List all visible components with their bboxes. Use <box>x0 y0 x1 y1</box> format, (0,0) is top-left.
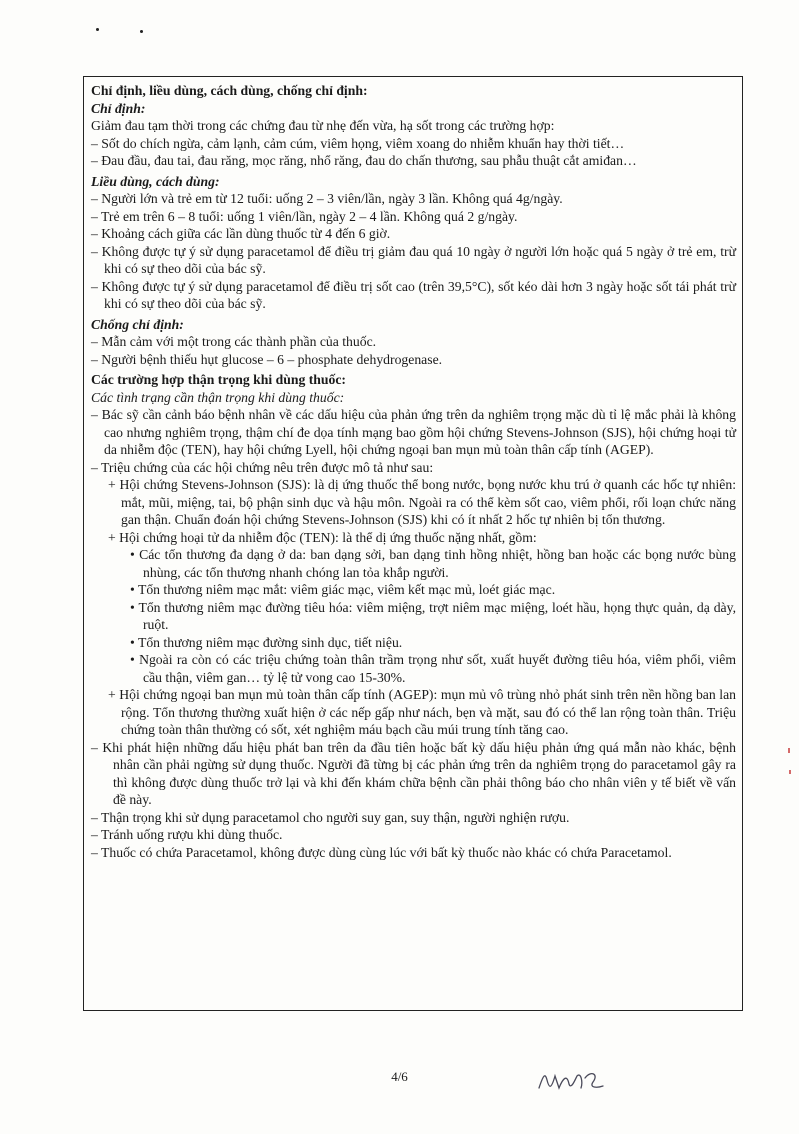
page-number: 4/6 <box>391 1069 408 1084</box>
dosage-item: – Trẻ em trên 6 – 8 tuổi: uống 1 viên/lần, ngày 2 – 4 lần. Không quá 2 g/ngày. <box>91 208 518 224</box>
ten-item: • Tổn thương niêm mạc đường tiêu hóa: viêm miệng, trợt niêm mạc miệng, loét hầu, họng thực quản, dạ dày, ruột. <box>130 599 736 632</box>
sjs-description: + Hội chứng Stevens-Johnson (SJS): là dị ứng thuốc thể bong nước, bọng nước khu trú ở quanh các hốc tự nhiên: mắt, mũi, miệng, tai, bộ phận sinh dục và hậu môn. Ngoài ra có thể kèm sốt cao, viêm phổi, rối loạn chức năng gan thận. Chuẩn đoán hội chứng Stevens-Johnson (SJS) khi có ít nhất 2 hốc tự nhiên bị tổn thương. <box>108 477 736 527</box>
precaution-item: – Tránh uống rượu khi dùng thuốc. <box>91 827 283 842</box>
indications-intro: Giảm đau tạm thời trong các chứng đau từ nhẹ đến vừa, hạ sốt trong các trường hợp: <box>91 118 555 133</box>
dosage-item: – Không được tự ý sử dụng paracetamol để điều trị giảm đau quá 10 ngày ở người lớn hoặc quá 5 ngày ở trẻ em, trừ khi có sự theo dõi của bác sỹ. <box>91 243 736 276</box>
precaution-warning: – Bác sỹ cần cảnh báo bệnh nhân về các dấu hiệu của phản ứng trên da nghiêm trọng mặc dù tỉ lệ mắc phải là không cao nhưng nghiêm trọng, thậm chí đe dọa tính mạng bao gồm hội chứng Stevens-Johnson (SJS), hội chứng hoại tử da nhiễm độc (TEN), hay hội chứng Lyell, hội chứng ngoại ban mụn mủ toàn thân cấp tính (AGEP). <box>91 407 736 457</box>
ten-item: • Ngoài ra còn có các triệu chứng toàn thân trầm trọng như sốt, xuất huyết đường tiêu hóa, viêm phổi, viêm cầu thận, viêm gan… tỷ lệ tử vong cao 15-30%. <box>130 652 736 685</box>
stop-use-warning: – Khi phát hiện những dấu hiệu phát ban trên da đầu tiên hoặc bất kỳ dấu hiệu phản ứng quá mẫn nào khác, bệnh nhân cần phải ngừng sử dụng thuốc. Người đã từng bị các phản ứng trên da nghiêm trọng do paracetamol gây ra thì không được dùng thuốc trở lại và khi đến khám chữa bệnh cần phải thông báo cho nhân viên y tế biết về vấn đề này. <box>91 739 736 807</box>
ten-item: • Tổn thương niêm mạc mắt: viêm giác mạc, viêm kết mạc mủ, loét giác mạc. <box>130 582 556 597</box>
contraindications-title: Chống chỉ định: <box>91 316 184 332</box>
indication-item: – Đau đầu, đau tai, đau răng, mọc răng, nhổ răng, đau do chấn thương, sau phẫu thuật cắt amiđan… <box>91 153 637 168</box>
content-box <box>83 76 743 1011</box>
ten-item: • Các tổn thương đa dạng ở da: ban dạng sởi, ban dạng tinh hồng nhiệt, hồng ban hoặc các bọng nước bùng nhùng, các tổn thương nhanh chóng lan tỏa khắp người. <box>130 547 736 580</box>
scan-speck <box>96 28 99 31</box>
precautions-subtitle: Các tình trạng cần thận trọng khi dùng thuốc: <box>91 389 345 405</box>
dosage-title: Liều dùng, cách dùng: <box>91 173 220 189</box>
scan-speck <box>140 30 143 33</box>
ten-description: + Hội chứng hoại tử da nhiễm độc (TEN): là thể dị ứng thuốc nặng nhất, gồm: <box>108 529 537 545</box>
ten-item: • Tổn thương niêm mạc đường sinh dục, tiết niệu. <box>130 634 403 650</box>
precaution-item: – Thuốc có chứa Paracetamol, không được dùng cùng lúc với bất kỳ thuốc nào khác có chứa Paracetamol. <box>91 844 672 860</box>
agep-description: + Hội chứng ngoại ban mụn mủ toàn thân cấp tính (AGEP): mụn mủ vô trùng nhỏ phát sinh trên nền hồng ban lan rộng. Tổn thương thường xuất hiện ở các nếp gấp như nách, bẹn và mặt, sau đó có thể lan rộng toàn thân. Triệu chứng toàn thân thường có sốt, xét nghiệm máu bạch cầu múi trung tính tăng cao. <box>108 687 736 737</box>
symptoms-intro: – Triệu chứng của các hội chứng nêu trên được mô tả như sau: <box>91 459 434 475</box>
indication-item: – Sốt do chích ngừa, cảm lạnh, cảm cúm, viêm họng, viêm xoang do nhiễm khuẩn hay thời tiết… <box>91 135 625 151</box>
scan-mark <box>788 748 790 753</box>
handwritten-signature <box>537 1066 607 1096</box>
dosage-item: – Khoảng cách giữa các lần dùng thuốc từ 4 đến 6 giờ. <box>91 226 391 241</box>
dosage-item: – Không được tự ý sử dụng paracetamol để điều trị sốt cao (trên 39,5°C), sốt kéo dài hơn 3 ngày hoặc sốt tái phát trừ khi có sự theo dõi của bác sỹ. <box>91 278 736 311</box>
precaution-item: – Thận trọng khi sử dụng paracetamol cho người suy gan, suy thận, người nghiện rượu. <box>91 809 570 825</box>
section-heading: Chỉ định, liều dùng, cách dùng, chống chỉ định: <box>91 83 368 98</box>
contraindication-item: – Mẫn cảm với một trong các thành phần của thuốc. <box>91 334 377 349</box>
scan-mark <box>789 770 791 774</box>
contraindication-item: – Người bệnh thiếu hụt glucose – 6 – phosphate dehydrogenase. <box>91 351 443 367</box>
dosage-item: – Người lớn và trẻ em từ 12 tuổi: uống 2 – 3 viên/lần, ngày 3 lần. Không quá 4g/ngày. <box>91 191 563 206</box>
precautions-title: Các trường hợp thận trọng khi dùng thuốc: <box>91 372 346 387</box>
indications-title: Chỉ định: <box>91 100 146 116</box>
